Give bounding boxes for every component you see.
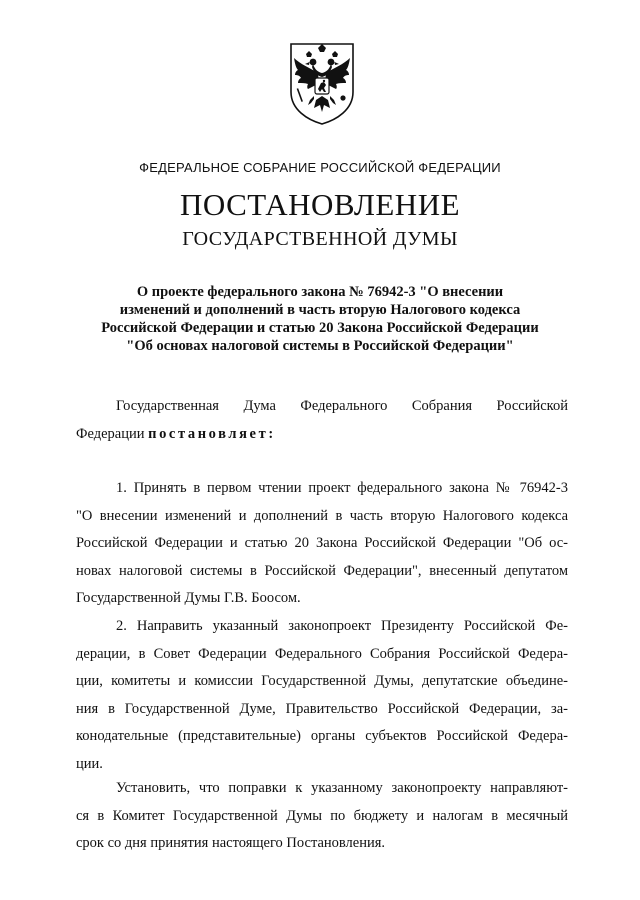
- paragraph-line: ции.: [76, 755, 103, 772]
- paragraph-2: [76, 613, 568, 778]
- coat-of-arms-icon: [288, 42, 356, 126]
- intro-prefix: Федерации: [76, 425, 149, 442]
- paragraph-line: Государственной Думы Г.В. Боосом.: [76, 590, 301, 606]
- subject-line: Российской Федерации и статью 20 Закона Российской Федерации: [101, 320, 539, 336]
- document-type-title: ПОСТАНОВЛЕНИЕ: [179, 187, 461, 222]
- resolves-keyword: постановляет:: [148, 425, 276, 442]
- intro-paragraph: [76, 393, 568, 448]
- paragraph-3: [76, 775, 568, 858]
- paragraph-line: Установить, что поправки к указанному законопроекту направляют-: [116, 780, 568, 796]
- paragraph-line: ся в Комитет Государственной Думы по бюджету и налогам в месячный: [76, 807, 568, 824]
- paragraph-line: дерации, в Совет Федерации Федерального Собрания Российской Федера-: [76, 645, 568, 662]
- intro-line: [76, 421, 568, 449]
- paragraph-1: [76, 475, 568, 613]
- assembly-title: ФЕДЕРАЛЬНОЕ СОБРАНИЕ РОССИЙСКОЙ ФЕДЕРАЦИИ: [139, 160, 501, 175]
- paragraph-line: 1. Принять в первом чтении проект федерального закона № 76942-3: [116, 480, 568, 496]
- paragraph-line: "О внесении изменений и дополнений в часть вторую Налогового кодекса: [76, 507, 568, 524]
- document-issuer-title: ГОСУДАРСТВЕННОЙ ДУМЫ: [182, 228, 458, 250]
- paragraph-line: ния в Государственной Думе, Правительство Российской Федерации, за-: [76, 700, 568, 717]
- intro-line: Государственная Дума Федерального Собрания Российской: [116, 398, 568, 414]
- paragraph-line: Российской Федерации и статью 20 Закона Российской Федерации "Об ос-: [76, 535, 568, 551]
- paragraph-line: срок со дня принятия настоящего Постановления.: [76, 835, 386, 851]
- paragraph-line: ции, комитеты и комиссии Государственной Думы, депутатские объедине-: [76, 673, 568, 689]
- subject-line: изменений и дополнений в часть вторую Налогового кодекса: [119, 302, 521, 318]
- document-subject: [60, 283, 580, 355]
- subject-line: "Об основах налоговой системы в Российской Федерации": [126, 338, 514, 354]
- paragraph-line: новах налоговой системы в Российской Федерации", внесенный депутатом: [76, 562, 568, 579]
- subject-line: О проекте федерального закона № 76942-3 "О внесении: [136, 284, 504, 300]
- paragraph-line: конодательные (представительные) органы субъектов Российской Федера-: [76, 728, 568, 744]
- paragraph-line: 2. Направить указанный законопроект Президенту Российской Фе-: [116, 618, 568, 634]
